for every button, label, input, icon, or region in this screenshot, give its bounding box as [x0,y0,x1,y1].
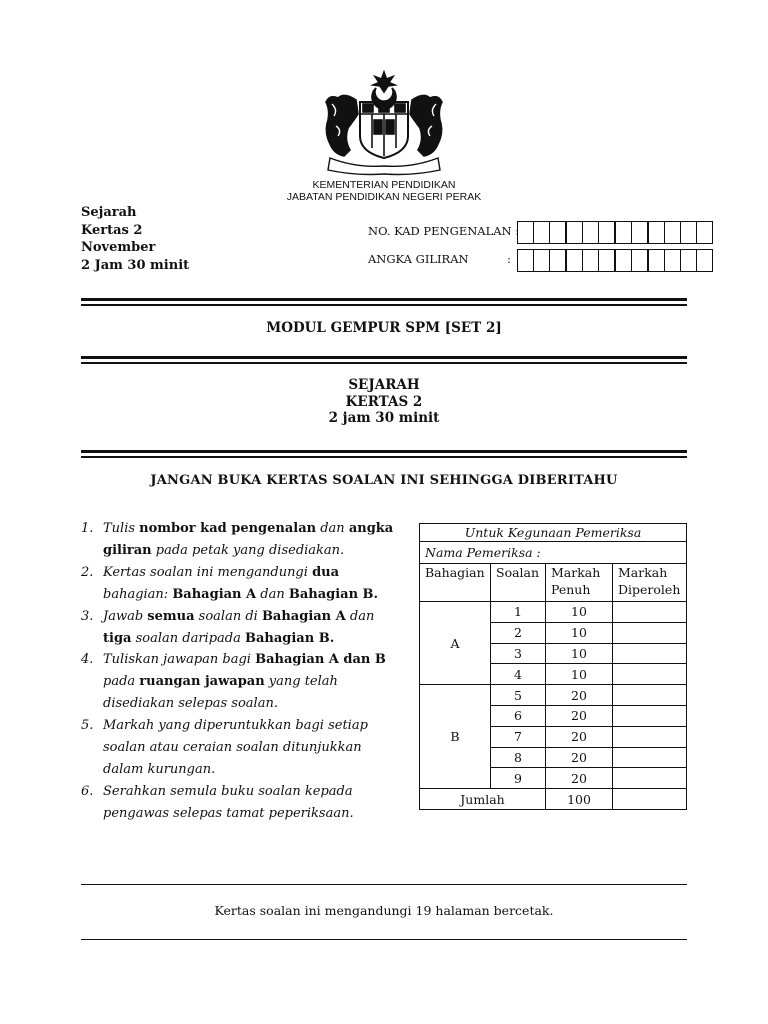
instruction-emphasis: Bahagian B. [288,586,379,602]
instruction-item [81,715,401,781]
instruction-fragment: Jawab [103,608,148,624]
digit-box[interactable] [599,250,616,271]
paper-label: Kertas 2 [81,222,143,238]
instruction-fragment: soalan di [194,608,262,624]
instruction-number: 1. [81,521,94,536]
total-row [420,789,687,810]
module-title: MODUL GEMPUR SPM [SET 2] [266,320,502,336]
header-full-marks: Markah Penuh [546,564,613,602]
instruction-emphasis: Bahagian A dan B [255,652,386,668]
paper-title: KERTAS 2 [345,393,423,410]
instruction-text [103,781,401,825]
digit-box[interactable] [697,250,712,271]
instruction-fragment: pada [103,674,140,690]
marks-obtained-cell[interactable] [613,747,687,768]
digit-box[interactable] [583,222,599,243]
instruction-fragment: Tulis [103,521,140,536]
digit-box[interactable] [632,250,649,271]
marks-obtained-cell[interactable] [613,685,687,706]
digit-box[interactable] [567,222,583,243]
instruction-item [81,649,401,715]
instruction-emphasis: angka giliran [103,521,394,558]
marks-obtained-cell[interactable] [613,622,687,643]
instruction-emphasis: ruangan jawapan [139,674,265,690]
instruction-item [81,606,401,650]
index-number-boxes[interactable] [517,249,713,272]
page-count-note: Kertas soalan ini mengandungi 19 halaman bercetak. [214,903,554,918]
full-marks-cell: 20 [546,685,613,706]
marks-obtained-cell[interactable] [613,705,687,726]
subject-title: SEJARAH [348,377,420,393]
digit-box[interactable] [681,222,697,243]
digit-box[interactable] [616,250,632,271]
instruction-text [103,606,401,650]
header-marks-obtained: Markah Diperoleh [613,564,687,602]
instruction-emphasis: Bahagian A [172,586,257,602]
question-cell: 4 [491,664,546,685]
question-cell: 5 [491,685,546,706]
instruction-number: 5. [81,718,94,734]
instruction-text [103,715,401,781]
digit-box[interactable] [649,222,665,243]
divider [81,362,687,364]
divider [81,298,687,301]
instruction-fragment: dan [316,521,349,536]
full-marks-cell: 20 [546,705,613,726]
marks-obtained-cell[interactable] [613,664,687,685]
question-cell: 2 [491,622,546,643]
instruction-item [81,518,401,562]
instruction-fragment: pada petak yang disediakan. [151,542,345,558]
marks-obtained-cell[interactable] [613,602,687,623]
malaysia-coat-of-arms-icon [316,70,452,178]
instruction-fragment: yang telah disediakan selepas soalan. [103,674,338,712]
instruction-number: 6. [81,783,94,799]
digit-box[interactable] [534,250,550,271]
department-name: JABATAN PENDIDIKAN NEGERI PERAK [286,191,482,203]
full-marks-cell: 10 [546,602,613,623]
divider [81,456,687,458]
digit-box[interactable] [665,222,681,243]
divider [81,304,687,306]
examiner-table [419,523,687,810]
question-cell: 6 [491,705,546,726]
digit-box[interactable] [681,250,697,271]
header-question: Soalan [491,564,546,602]
table-row [420,685,687,706]
digit-box[interactable] [599,222,616,243]
digit-box[interactable] [583,250,599,271]
instruction-item [81,781,401,825]
ic-number-label: NO. KAD PENGENALAN : [368,224,520,238]
instruction-fragment: dan [256,586,289,602]
month-label: November [81,240,156,255]
total-obtained-cell[interactable] [613,789,687,810]
digit-box[interactable] [665,250,681,271]
marks-obtained-cell[interactable] [613,768,687,789]
subject-block [81,377,687,427]
instruction-fragment: Markah yang diperuntukkan bagi setiap soalan atau ceraian soalan ditunjukkan dalam kurungan. [103,718,368,777]
full-marks-cell: 20 [546,726,613,747]
examiner-table-title: Untuk Kegunaan Pemeriksa [420,524,687,542]
instruction-number: 4. [81,652,94,668]
section-cell: A [420,602,491,685]
subject-label: Sejarah [81,205,137,220]
instruction-text [103,518,401,562]
digit-box[interactable] [518,222,534,243]
instruction-number: 2. [81,564,94,580]
divider [81,450,687,453]
instruction-emphasis: dua [312,564,340,580]
duration-label: 2 Jam 30 minit [81,257,190,273]
digit-box[interactable] [649,250,665,271]
table-row [420,602,687,623]
question-cell: 7 [491,726,546,747]
full-marks-cell: 10 [546,664,613,685]
digit-box[interactable] [518,250,534,271]
total-value: 100 [546,789,613,810]
paper-info [81,204,189,274]
section-cell: B [420,685,491,789]
instructions-list [81,518,401,825]
digit-box[interactable] [632,222,649,243]
digit-box[interactable] [534,222,550,243]
instruction-item [81,562,401,606]
header-section: Bahagian [420,564,491,602]
instruction-fragment: soalan daripada [131,630,245,646]
marks-obtained-cell[interactable] [613,726,687,747]
instruction-emphasis: tiga [103,630,132,646]
instruction-fragment: Tuliskan jawapan bagi [103,652,256,668]
digit-box[interactable] [616,222,632,243]
digit-box[interactable] [567,250,583,271]
instruction-fragment: bahagian: [103,586,173,602]
instruction-text [103,562,401,606]
divider [81,939,687,940]
question-cell: 1 [491,602,546,623]
index-number-label: ANGKA GILIRAN [368,252,469,266]
instruction-number: 3. [81,608,94,624]
full-marks-cell: 10 [546,622,613,643]
warning-text: JANGAN BUKA KERTAS SOALAN INI SEHINGGA DIBERITAHU [150,473,618,488]
index-number-colon: : [507,252,511,266]
examiner-name-label: Nama Pemeriksa : [420,542,687,564]
instruction-emphasis: nombor kad pengenalan [139,521,317,536]
instruction-fragment: Serahkan semula buku soalan kepada pengawas selepas tamat peperiksaan. [103,783,354,821]
instruction-text [103,649,401,715]
ministry-name: KEMENTERIAN PENDIDIKAN [312,179,456,191]
duration-title: 2 jam 30 minit [328,410,440,426]
instruction-emphasis: semua [147,608,195,624]
instruction-emphasis: Bahagian A [261,608,346,624]
full-marks-cell: 20 [546,768,613,789]
total-label: Jumlah [420,789,546,810]
question-cell: 3 [491,643,546,664]
divider [81,884,687,885]
question-cell: 9 [491,768,546,789]
question-cell: 8 [491,747,546,768]
marks-obtained-cell[interactable] [613,643,687,664]
full-marks-cell: 20 [546,747,613,768]
full-marks-cell: 10 [546,643,613,664]
ic-number-boxes[interactable] [517,221,713,244]
instruction-emphasis: Bahagian B. [244,630,335,646]
instruction-fragment: Kertas soalan ini mengandungi [103,564,313,580]
divider [81,356,687,359]
instruction-fragment: dan [345,608,375,624]
digit-box[interactable] [550,250,567,271]
digit-box[interactable] [550,222,567,243]
digit-box[interactable] [697,222,712,243]
